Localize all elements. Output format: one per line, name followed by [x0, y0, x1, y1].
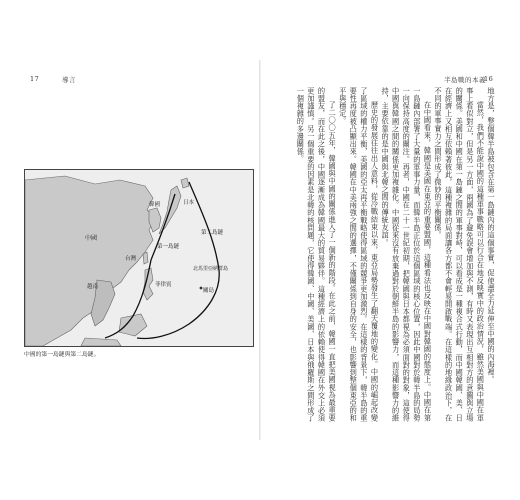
- book-gutter: [259, 60, 261, 440]
- map-label-china: 中國: [85, 235, 98, 242]
- map-label-guam: 關島: [203, 288, 215, 294]
- paragraph: 了二〇〇五年，韓國與中國的關係進入了一個新的階段。在此之前，韓國一直把美國視為最重要的盟友，而在此之後，中國逐漸成為韓國最大的貿易夥伴。這種經濟上的依賴使得韓國在外交上必須更加謹慎。另一個重要的因素是北韓的核問題，它使得韓國、中國、美國、日本與俄羅斯之間形成了一個複雜的多邊關係。: [296, 87, 338, 422]
- map-svg: [25, 170, 253, 346]
- map-caption: 中國的第一島鏈與第二島鏈。: [24, 352, 100, 358]
- paragraph: 地方是，整個韓半島被包含在第一島鏈內的這個事實，促使盡全力延伸至中國的內海裡。: [487, 87, 496, 384]
- right-page: [262, 75, 500, 425]
- right-page-number: 16: [484, 75, 494, 83]
- map-label-japan: 日本: [183, 200, 195, 206]
- map-label-korea: 韓國: [149, 202, 161, 208]
- map-label-taiwan: 台灣: [125, 256, 137, 262]
- map-label-mariana: 北馬里亞納群島: [193, 266, 229, 272]
- paragraph: 當然，我們不能說中國的這種軍事戰略可以行合在地反映實中的政治情況，雖然美國與中國在軍事上看似對立，但是另一方面，兩國為了避免誤會增加與不測，有時又表現出互相對方的意圖與立場的關係。美國和中國在第一島鏈之間的軍事對峙，可以看成是一種複合式行動，而中國韓國、美、日在經濟上又相互依賴著彼此，這種複雜的局面讓各方都不會輕易開啟戰端。在這樣的地緣政治下，在不同的軍事實力之間形成了微妙的平衡關係。: [434, 87, 486, 422]
- left-page: [20, 75, 254, 425]
- left-page-number: 17: [30, 75, 40, 83]
- island-chain-map: [24, 169, 254, 347]
- map-label-second-chain: 第二島鏈: [201, 230, 224, 236]
- map-label-first-chain: 第一島鏈: [157, 244, 180, 250]
- body-text: [295, 87, 496, 422]
- paragraph: 歷史的發展往往出人意料，從冷戰結束以來，東亞局勢發生了翻天覆地的變化。中國的崛起改變了區域的權力平衡，美國的亞太再平衡戰略使得區域的競爭更加激烈。在這樣的背景下，韓半島的重要性再度被凸顯出來。韓國在中美兩強之間的選擇，不僅關係到自身的安全，也影響到整個東亞的和平與穩定。: [338, 87, 380, 422]
- paragraph: 在中國看來，韓國是美國在東亞的重要盟國，這種看法也反映在中國對韓國的態度上。中國在第一島鏈內部署了大量的軍事力量，而韓半島正位於這個區域的核心位置，因此中國對於韓半島的局勢一向保持高度的關注。再者，中國在二十一世紀初期，把韓國與日本都視為必須面對的對象，這使得中國與韓國之間的關係更加複雜化。中國從來沒有放棄過對於朝鮮半島的影響力，而這種影響力的維持，主要依靠的是中國與北韓之間的傳統友誼。: [381, 87, 433, 422]
- map-label-philippines: 菲律賓: [155, 282, 172, 288]
- right-running-title: 半島戰的本義: [444, 76, 486, 84]
- map-label-vietnam: 越南: [87, 284, 99, 290]
- left-running-title: 導言: [62, 76, 76, 84]
